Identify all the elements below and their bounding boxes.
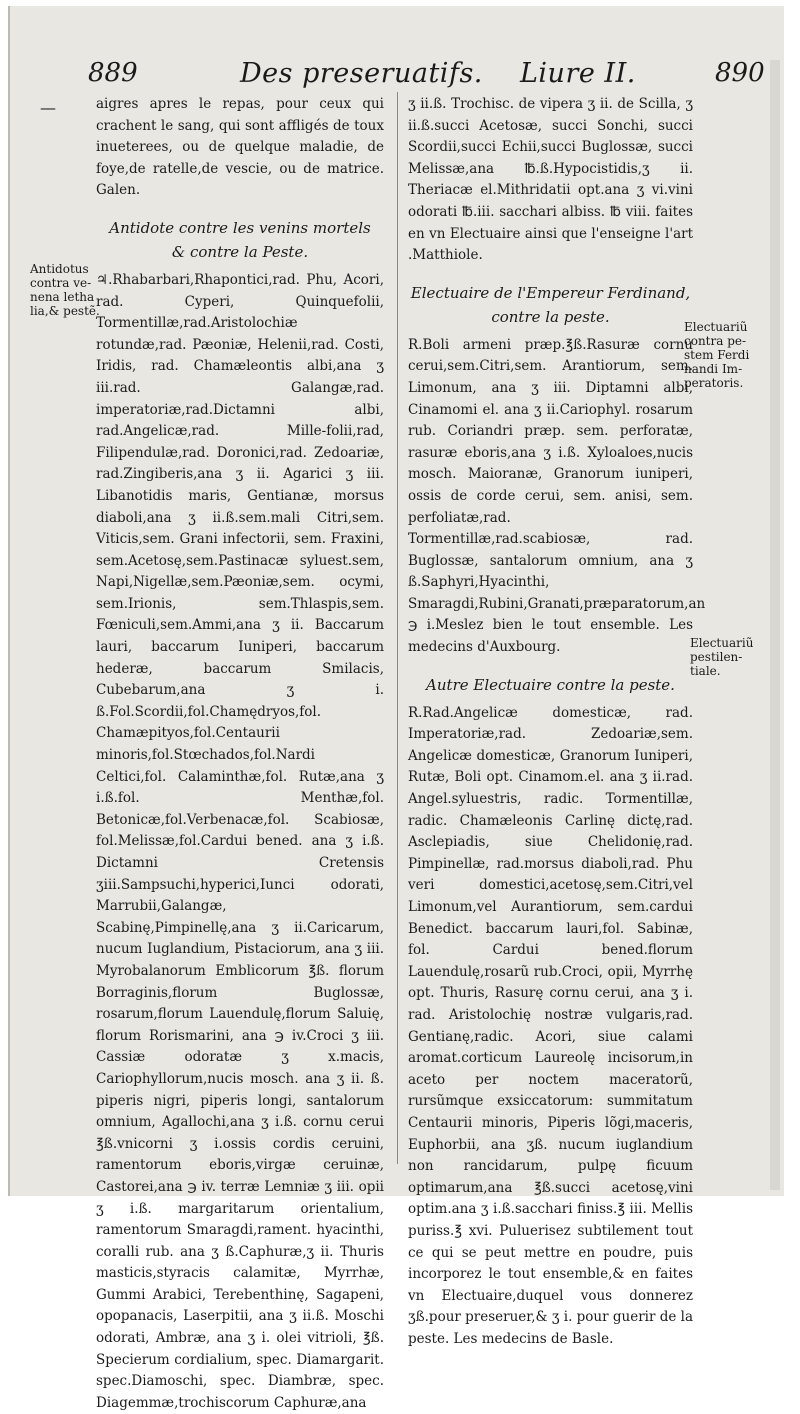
margin-note-line: contra pe-	[684, 334, 747, 348]
margin-note-line: contra ve-	[30, 276, 92, 290]
page-number-left: 889	[88, 58, 138, 88]
margin-note-ferdinand	[684, 320, 749, 390]
margin-note-pestilentiale	[690, 636, 753, 678]
margin-dash: —	[40, 98, 56, 117]
intro-paragraph: aigres apres le repas, pour ceux qui crachent le sang, qui sont affligés de toux inueterees, ou de quelque maladie, de foye,de ratelle,de vescie, ou de matrice. Galen.	[96, 96, 384, 199]
ferdinand-heading-line2: contre la peste.	[491, 307, 610, 326]
running-head	[0, 58, 800, 98]
margin-note-line: Antidotus	[30, 262, 89, 276]
page-number-right: 890	[715, 58, 765, 88]
ferdinand-recipe: R.Boli armeni præp.℥ß.Rasuræ cornu cerui,sem.Citri,sem. Arantiorum, sem. Limonum, ana ʒ iii. Diptamni albi, Cinamomi el. ana ʒ ii.Cariophyl. rosarum rub. Coriandri præp. sem. perforatæ, rasuræ eboris,ana ʒ i.ß. Xyloaloes,nucis mosch. Maioranæ, Granorum iuniperi, ossis de corde cerui, sem. anisi, sem. perfoliatæ,rad. Tormentillæ,rad.scabiosæ, rad. Buglossæ, santalorum omnium, ana ʒ ß.Saphyri,Hyacinthi, Smaragdi,Rubini,Granati,præparatorum,an ℈ i.Meslez bien le tout ensemble. Les medecins d'Auxbourg.	[408, 336, 706, 656]
running-title	[240, 58, 664, 89]
margin-note-line: pestilen-	[690, 650, 743, 664]
margin-note-antidotus	[30, 262, 100, 318]
section-heading-line2: & contre la Peste.	[171, 242, 309, 261]
section-heading-line1: Antidote contre les venins mortels	[109, 218, 371, 237]
margin-note-line: tiale.	[690, 664, 721, 678]
running-title-part2: Liure II.	[519, 58, 636, 89]
continuation-paragraph: ʒ ii.ß. Trochisc. de vipera ʒ ii. de Scilla, ʒ ii.ß.succi Acetosæ, succi Sonchi, succi Scordii,succi Echii,succi Buglossæ, succi Melissæ,ana ℔.ß.Hypocistidis,ʒ ii. Theriacæ el.Mithridatii opt.ana ʒ vi.vini odorati ℔.iii. sacchari albiss. ℔ viii. faites en vn Electuaire ainsi que l'enseigne l'art .Matthiole.	[408, 96, 693, 264]
margin-note-line: nena letha	[30, 290, 95, 304]
running-title-part1: Des preseruatifs.	[240, 58, 483, 89]
margin-note-line: Electuariũ	[684, 320, 748, 334]
margin-note-line: stem Ferdi	[684, 348, 750, 362]
margin-note-line: peratoris.	[684, 376, 744, 390]
margin-note-line: nandi Im-	[684, 362, 743, 376]
antidote-recipe: ♃.Rhabarbari,Rhapontici,rad. Phu, Acori, rad. Cyperi, Quinquefolii, Tormentillæ,rad.Aristolochiæ rotundæ,rad. Pæoniæ, Helenii,rad. Costi, Iridis, rad. Chamæleontis albi,ana ʒ iii.rad. Galangæ,rad. imperatoriæ,rad.Dictamni albi, rad.Angelicæ,rad. Mille-folii,rad, Filipendulæ,rad. Doronici,rad. Zedoariæ, rad.Zingiberis,ana ʒ ii. Agarici ʒ iii. Libanotidis maris, Gentianæ, morsus diaboli,ana ʒ ii.ß.sem.mali Citri,sem. Viticis,sem. Grani infectorii, sem. Fraxini, sem.Acetosę,sem.Pastinacæ syluest.sem, Napi,Nigellæ,sem.Pæoniæ,sem. ocymi, sem.Irionis, sem.Thlaspis,sem. Fœniculi,sem.Ammi,ana ʒ ii. Baccarum lauri, baccarum Iuniperi, baccarum hederæ, baccarum Smilacis, Cubebarum,ana ʒ i. ß.Fol.Scordii,fol.Chamędryos,fol. Chamæpityos,fol.Centaurii minoris,fol.Stœchados,fol.Nardi Celtici,fol. Calaminthæ,fol. Rutæ,ana ʒ i.ß.fol. Menthæ,fol. Betonicæ,fol.Verbenacæ,fol. Scabiosæ, fol.Melissæ,fol.Cardui bened. ana ʒ i.ß. Dictamni Cretensis ʒiii.Sampsuchi,hyperici,Iunci odorati, Marrubii,Galangæ, Scabinę,Pimpinellę,ana ʒ ii.Caricarum, nucum Iuglandium, Pistaciorum, ana ʒ iii. Myrobalanorum Emblicorum ℥ß. florum Borraginis,florum Buglossæ, rosarum,florum Lauendulę,florum Saluię, florum Rorismarini, ana ℈ iv.Croci ʒ iii. Cassiæ odoratæ ʒ x.macis, Cariophyllorum,nucis mosch. ana ʒ ii. ß. piperis nigri, piperis longi, santalorum omnium, Agallochi,ana ʒ i.ß. cornu cerui ℥ß.vnicorni ʒ i.ossis cordis ceruini, ramentorum eboris,virgæ ceruinæ, Castorei,ana ℈ iv. terræ Lemniæ ʒ iii. opii ʒ i.ß. margaritarum orientalium, ramentorum Smaragdi,rament. hyacinthi, coralli rub. ana ʒ ß.Caphuræ,ʒ ii. Thuris masticis,styracis calamitæ, Myrrhæ, Gummi Arabici, Terebenthinę, Sagapeni, opopanacis, Laserpitii, ana ʒ ii.ß. Moschi odorati, Ambræ, ana ʒ i. olei vitrioli, ℥ß. Specierum cordialium, spec. Diamargarit. spec.Diamoschi, spec. Diambræ, spec. Diagemmæ,trochiscorum Caphuræ,ana	[96, 271, 384, 1411]
margin-note-line: Electuariũ	[690, 636, 754, 650]
autre-electuaire-heading: Autre Electuaire contre la peste.	[426, 675, 675, 694]
margin-note-line: lia,& pestẽ.	[30, 304, 100, 318]
left-column	[96, 94, 384, 1414]
page-edge	[770, 60, 780, 1190]
column-rule	[397, 92, 398, 1164]
autre-electuaire-recipe: R.Rad.Angelicæ domesticæ, rad. Imperatoriæ,rad. Zedoariæ,sem. Angelicæ domesticæ, Granorum Iuniperi, Rutæ, Boli opt. Cinamom.el. ana ʒ ii.rad. Angel.syluestris, radic. Tormentillæ, radic. Chamæleonis Carlinę dictę,rad. Asclepiadis, siue Chelidonię,rad. Pimpinellæ, rad.morsus diaboli,rad. Phu veri domestici,acetosę,sem.Citri,vel Limonum,vel Aurantiorum, sem.cardui Benedict. baccarum lauri,fol. Sabinæ, fol. Cardui bened.florum Lauendulę,rosarũ rub.Croci, opii, Myrrhę opt. Thuris, Rasurę cornu cerui, ana ʒ i. rad. Aristolochię nostræ vulgaris,rad. Gentianę,radic. Acori, siue calami aromat.corticum Laureolę incisorum,in aceto per noctem maceratorũ, rursũmque exsiccatorum: summitatum Centaurii minoris, Piperis lõgi,maceris, Euphorbii, ana ʒß. nucum iuglandium non rancidarum, pulpę ficuum optimarum,ana ℥ß.succi acetosę,vini optim.ana ʒ i.ß.sacchari finiss.℥ iii. Mellis puriss.℥ xvi. Puluerisez subtilement tout ce qui se peut mettre en poudre, puis incorporez le tout ensemble,& en faites vn Electuaire,duquel vous donnerez ʒß.pour preseruer,& ʒ i. pour guerir de la peste. Les medecins de Basle.	[408, 704, 693, 1347]
ferdinand-heading-line1: Electuaire de l'Empereur Ferdinand,	[410, 283, 691, 302]
